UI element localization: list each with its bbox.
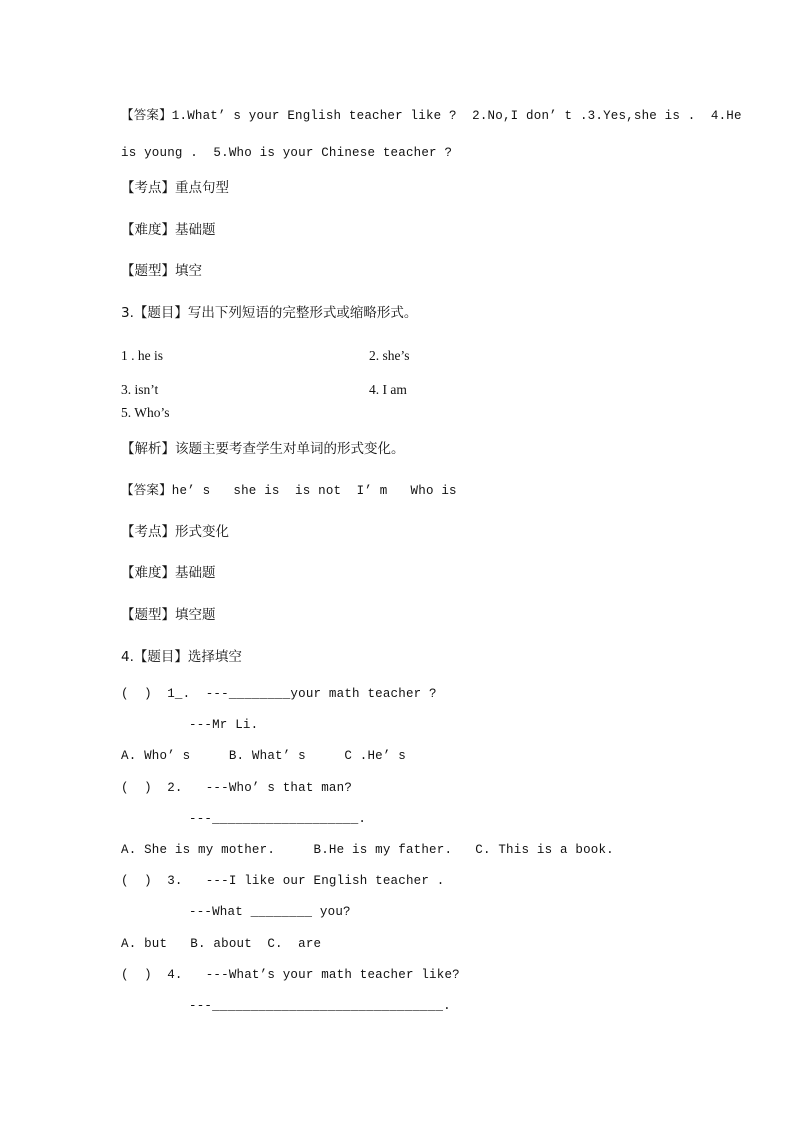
jiexi-label: 【解析】该题主要考查学生对单词的形式变化。 (121, 441, 405, 457)
question-4-title: 4.【题目】选择填空 (121, 649, 242, 665)
q4-1-question: ( ) 1_. ---________your math teacher ? (121, 687, 437, 701)
answer-line-2: is young . 5.Who is your Chinese teacher ? (121, 146, 453, 160)
kaodian-label: 【考点】重点句型 (121, 180, 229, 196)
nandu-2-label: 【难度】基础题 (121, 565, 216, 581)
q4-1-options: A. Who’ s B. What’ s C .He’ s (121, 749, 406, 763)
question-3-title: 3.【题目】写出下列短语的完整形式或缩略形式。 (121, 305, 418, 321)
q4-4-answer: ---______________________________. (189, 999, 451, 1013)
kaodian-2-label: 【考点】形式变化 (121, 524, 229, 540)
q3-item-1: 1 . he is (121, 348, 163, 363)
tixing-label: 【题型】填空 (121, 263, 202, 279)
q3-item-3: 3. isn’t (121, 382, 159, 397)
q4-3-question: ( ) 3. ---I like our English teacher . (121, 874, 445, 888)
q4-3-options: A. but B. about C. are (121, 937, 322, 951)
q3-item-5: 5. Who’s (121, 405, 170, 420)
q4-4-question: ( ) 4. ---What’s your math teacher like? (121, 968, 460, 982)
q4-2-question: ( ) 2. ---Who’ s that man? (121, 781, 353, 795)
q3-item-4: 4. I am (369, 382, 407, 397)
q4-1-answer: ---Mr Li. (189, 718, 259, 732)
nandu-label: 【难度】基础题 (121, 222, 216, 238)
answer-2-line: 【答案】he’ s she is is not I’ m Who is (121, 484, 457, 498)
answer-line-1: 【答案】1.What’ s your English teacher like ? 2.No,I don’ t .3.Yes,she is . 4.He (121, 109, 742, 123)
q4-3-answer: ---What ________ you? (189, 905, 351, 919)
q4-2-options: A. She is my mother. B.He is my father. C. This is a book. (121, 843, 614, 857)
tixing-2-label: 【题型】填空题 (121, 607, 216, 623)
q4-2-answer: ---___________________. (189, 812, 367, 826)
q3-item-2: 2. she’s (369, 348, 410, 363)
